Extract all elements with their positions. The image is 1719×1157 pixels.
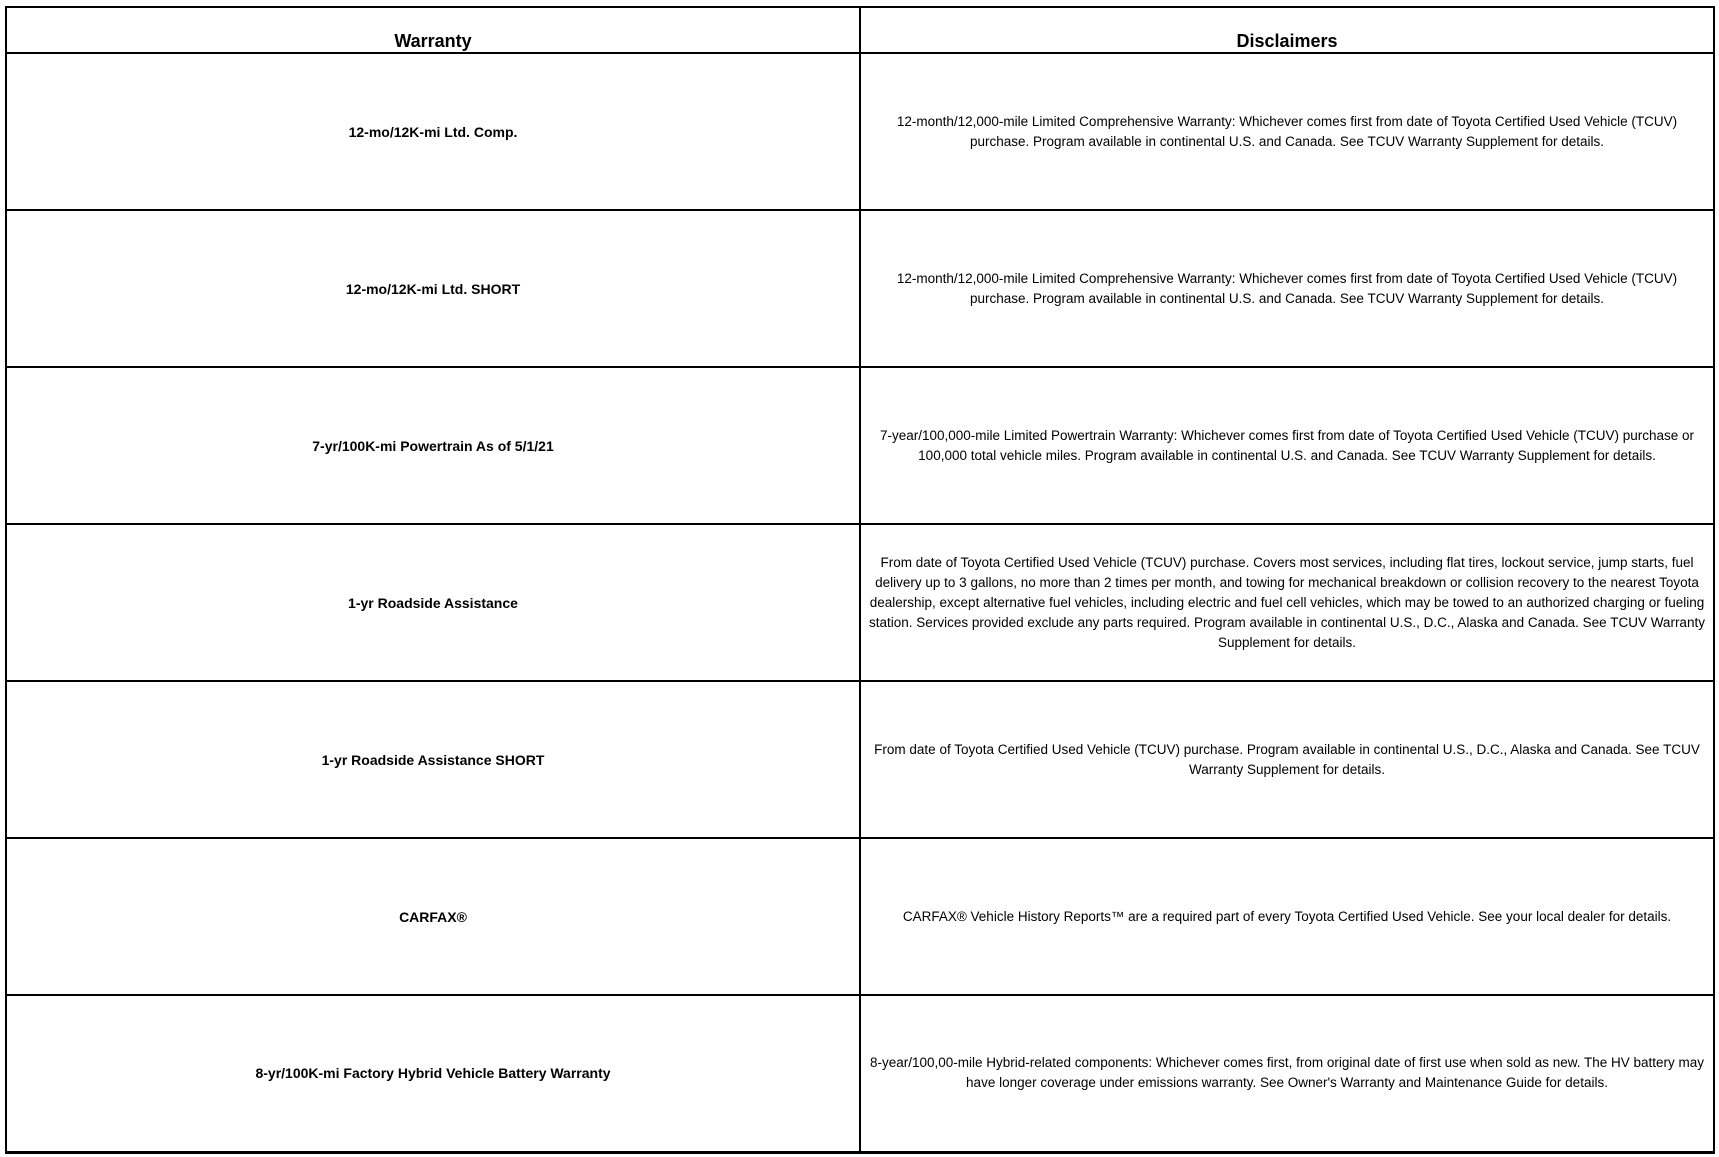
- disclaimer-cell: 7-year/100,000-mile Limited Powertrain Warranty: Whichever comes first from date of Toyota Certified Used Vehicle (TCUV) purchase or 100,000 total vehicle miles. Program available in continental U.S. and Canada. See TCUV Warranty Supplement for details.: [860, 367, 1714, 524]
- warranty-cell: 12-mo/12K-mi Ltd. SHORT: [6, 210, 860, 367]
- table-row: [6, 53, 1714, 210]
- warranty-cell: 12-mo/12K-mi Ltd. Comp.: [6, 53, 860, 210]
- disclaimer-cell: 8-year/100,00-mile Hybrid-related components: Whichever comes first, from original date of first use when sold as new. The HV battery may have longer coverage under emissions warranty. See Owner's Warranty and Maintenance Guide for details.: [860, 995, 1714, 1152]
- disclaimers-column-header: Disclaimers: [860, 7, 1714, 53]
- table-row: [6, 681, 1714, 838]
- table-row: [6, 995, 1714, 1152]
- disclaimer-cell: From date of Toyota Certified Used Vehicle (TCUV) purchase. Covers most services, including flat tires, lockout service, jump starts, fuel delivery up to 3 gallons, no more than 2 times per month, and towing for mechanical breakdown or collision recovery to the nearest Toyota dealership, except alternative fuel vehicles, including electric and fuel cell vehicles, which may be towed to an authorized charging or fueling station. Services provided exclude any parts required. Program available in continental U.S., D.C., Alaska and Canada. See TCUV Warranty Supplement for details.: [860, 524, 1714, 681]
- disclaimer-cell: From date of Toyota Certified Used Vehicle (TCUV) purchase. Program available in continental U.S., D.C., Alaska and Canada. See TCUV Warranty Supplement for details.: [860, 681, 1714, 838]
- warranty-cell: 8-yr/100K-mi Factory Hybrid Vehicle Battery Warranty: [6, 995, 860, 1152]
- table-row: [6, 838, 1714, 995]
- table-header-row: [6, 7, 1714, 53]
- disclaimer-cell: 12-month/12,000-mile Limited Comprehensive Warranty: Whichever comes first from date of Toyota Certified Used Vehicle (TCUV) purchase. Program available in continental U.S. and Canada. See TCUV Warranty Supplement for details.: [860, 53, 1714, 210]
- warranty-cell: 1-yr Roadside Assistance SHORT: [6, 681, 860, 838]
- table-row: [6, 524, 1714, 681]
- table-row: [6, 210, 1714, 367]
- disclaimer-cell: 12-month/12,000-mile Limited Comprehensive Warranty: Whichever comes first from date of Toyota Certified Used Vehicle (TCUV) purchase. Program available in continental U.S. and Canada. See TCUV Warranty Supplement for details.: [860, 210, 1714, 367]
- warranty-column-header: Warranty: [6, 7, 860, 53]
- disclaimer-cell: CARFAX® Vehicle History Reports™ are a required part of every Toyota Certified Used Vehicle. See your local dealer for details.: [860, 838, 1714, 995]
- warranty-disclaimer-table: [5, 6, 1715, 1154]
- warranty-cell: 1-yr Roadside Assistance: [6, 524, 860, 681]
- warranty-cell: CARFAX®: [6, 838, 860, 995]
- warranty-cell: 7-yr/100K-mi Powertrain As of 5/1/21: [6, 367, 860, 524]
- table-row: [6, 367, 1714, 524]
